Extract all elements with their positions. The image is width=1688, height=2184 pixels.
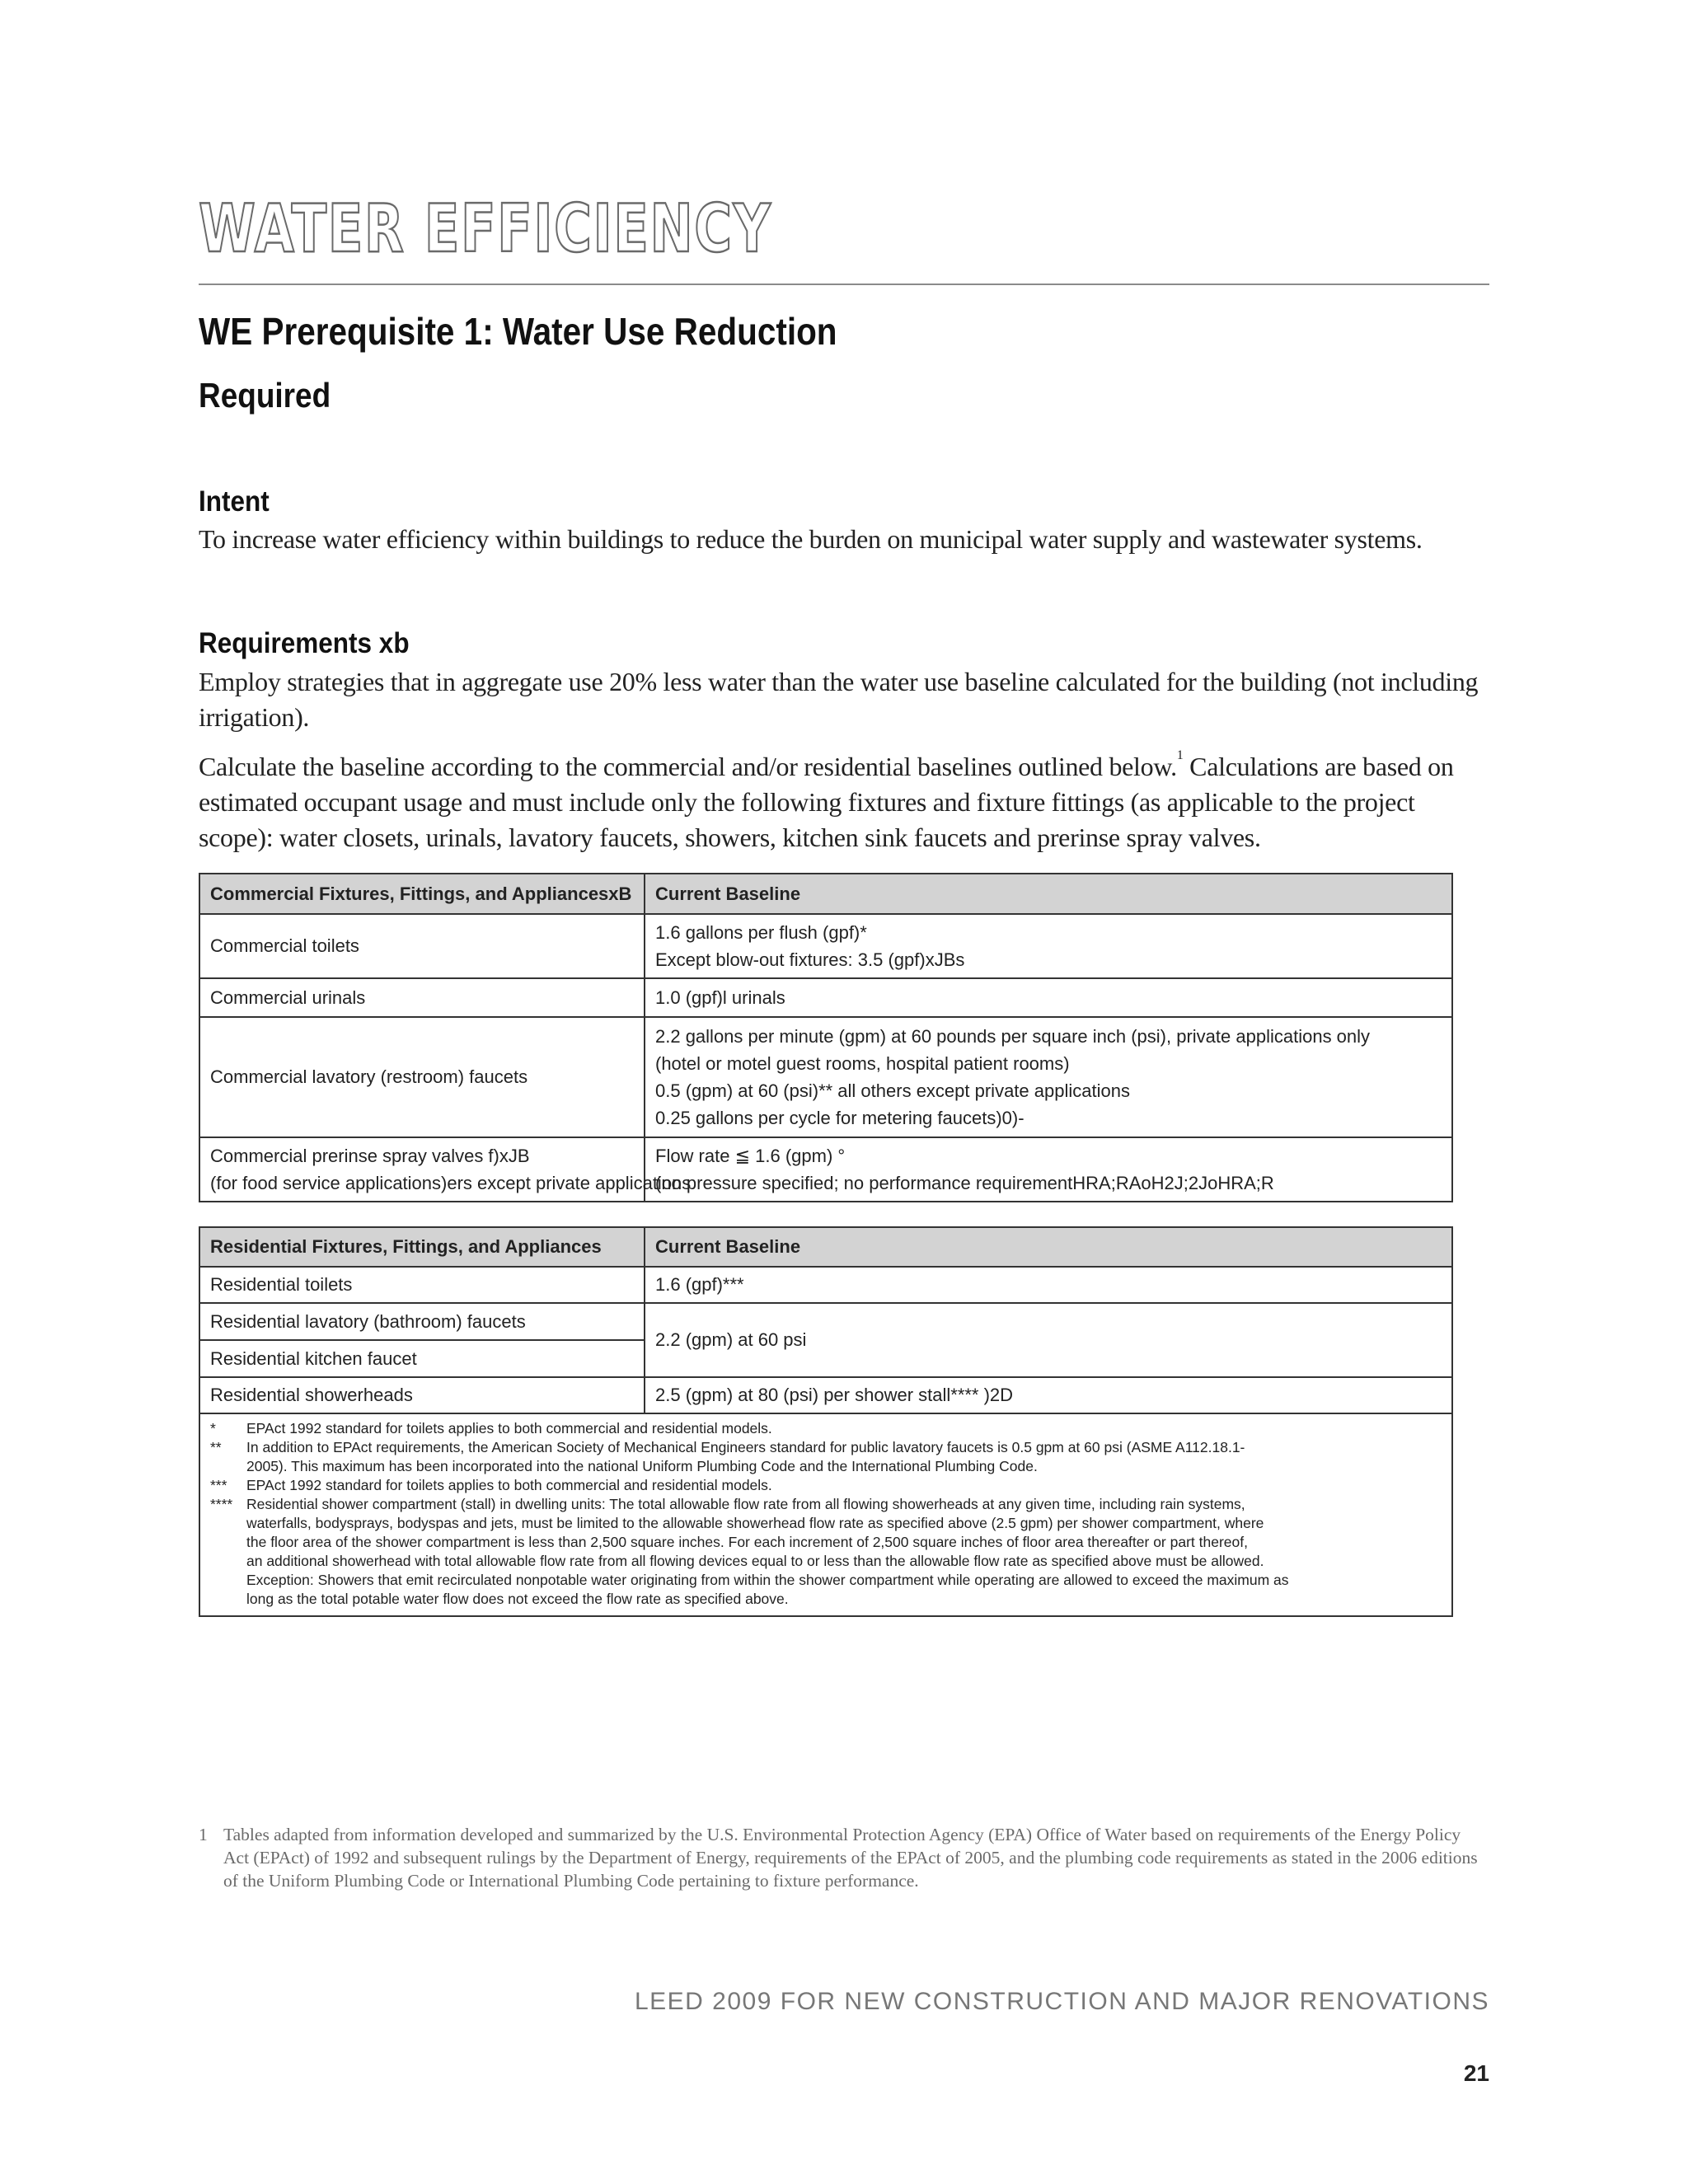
table-row <box>200 1376 1451 1413</box>
column-header-baseline: Current Baseline <box>655 883 801 904</box>
table-row <box>200 1302 1451 1376</box>
table-row <box>200 1137 1451 1201</box>
column-header-fixture: Residential Fixtures, Fittings, and Appliances <box>200 1228 645 1266</box>
fixture-cell: Commercial urinals <box>200 979 645 1016</box>
fixture-cell: Residential kitchen faucet <box>200 1339 644 1376</box>
publication-title: LEED 2009 FOR NEW CONSTRUCTION AND MAJOR RENOVATIONS <box>634 1988 1489 2015</box>
prerequisite-title: WE Prerequisite 1: Water Use Reduction <box>199 310 837 353</box>
baseline-cell: 2.2 gallons per minute (gpm) at 60 pounds per square inch (psi), private applications only (hotel or motel guest rooms, hospital patient rooms) 0.5 (gpm) at 60 (psi)** all others except private applications 0.25 gallons per cycle for metering faucets)0)- <box>655 1026 1371 1128</box>
requirements-paragraph-1: Employ strategies that in aggregate use 20% less water than the water use baseline calculated for the building (not including irrigation). <box>199 667 1479 732</box>
fixture-cell: Commercial toilets <box>200 915 645 977</box>
baseline-cell: 2.2 (gpm) at 60 psi <box>655 1329 807 1350</box>
requirement-status: Required <box>199 376 331 415</box>
baseline-cell: 1.6 gallons per flush (gpf)* Except blow-out fixtures: 3.5 (gpf)xJBs <box>655 922 965 970</box>
table-row <box>200 977 1451 1016</box>
commercial-baseline-table <box>199 873 1453 1202</box>
fixture-cell: Commercial prerinse spray valves f)xJB (for food service applications)ers except private applications <box>200 1138 645 1201</box>
requirements-paragraph-2: Calculate the baseline according to the commercial and/or residential baselines outlined below.$^1$ Calculations are based on estimated occupant usage and must include only the following fixtures and fixture fittings (as applicable to the project scope): water closets, urinals, lavatory faucets, showers, kitchen sink faucets and prerinse spray valves. <box>199 748 1454 852</box>
fixture-cell: Commercial lavatory (restroom) faucets <box>200 1018 645 1137</box>
fixture-cell: Residential toilets <box>200 1268 645 1302</box>
header-rule <box>199 284 1489 285</box>
page-footnote: 1 Tables adapted from information developed and summarized by the U.S. Environmental Protection Agency (EPA) Office of Water based on requirements of the Energy Policy Act (EPAct) of 1992 and subsequent rulings by the Department of Energy, requirements of the EPAct of 2005, and the plumbing code requirements as stated in the 2006 editions of the Uniform Plumbing Code or International Plumbing Code pertaining to fixture performance. <box>199 1825 1478 1891</box>
table-header-row <box>200 1228 1451 1266</box>
section-title: WATER EFFICIENCY <box>199 190 772 267</box>
note: **** Residential shower compartment (stall) in dwelling units: The total allowable flow rate from all flowing showerheads at any given time, including rain systems, waterfalls, bodysprays, bodyspas and jets, must be limited to the allowable showerhead flow rate as specified above (2.5 gpm) per shower compartment, where the floor area of the shower compartment is less than 2,500 square inches. For each increment of 2,500 square inches of floor area thereafter or part thereof, an additional showerhead with total allowable flow rate from all flowing devices equal to or less than the allowable flow rate as specified above must be allowed. Exception: Showers that emit recirculated nonpotable water originating from within the shower compartment while operating are allowed to exceed the maximum as long as the total potable water flow does not exceed the flow rate as specified above. <box>210 1496 1289 1607</box>
table-notes <box>200 1414 1299 1615</box>
footnote-reference: 1 <box>1176 748 1184 762</box>
table-header-row <box>200 874 1451 913</box>
column-header-baseline: Current Baseline <box>655 1236 801 1257</box>
table-row <box>200 913 1451 977</box>
table-row <box>200 1266 1451 1302</box>
fixture-cell: Residential lavatory (bathroom) faucets <box>210 1310 526 1332</box>
baseline-cell: 1.0 (gpf)l urinals <box>655 987 785 1008</box>
baseline-cell: 2.5 (gpm) at 80 (psi) per shower stall**** )2D <box>655 1385 1014 1405</box>
note: * EPAct 1992 standard for toilets applies to both commercial and residential models. <box>210 1420 772 1436</box>
table-notes-row <box>200 1413 1451 1615</box>
table-row <box>200 1016 1451 1137</box>
residential-baseline-table <box>199 1226 1453 1617</box>
page-number: 21 <box>1463 2060 1489 2086</box>
baseline-cell: 1.6 (gpf)*** <box>655 1274 744 1295</box>
fixture-cell-group <box>200 1304 645 1376</box>
baseline-cell: Flow rate ≦ 1.6 (gpm) ° (no pressure specified; no performance requirementHRA;RAoH2J;2JoHRA;R <box>655 1146 1274 1193</box>
intent-heading: Intent <box>199 485 270 518</box>
column-header-fixture: Commercial Fixtures, Fittings, and AppliancesxB <box>200 874 645 913</box>
requirements-heading: Requirements xb <box>199 627 410 659</box>
note: *** EPAct 1992 standard for toilets applies to both commercial and residential models. <box>210 1477 772 1493</box>
note: ** In addition to EPAct requirements, the American Society of Mechanical Engineers standard for public lavatory faucets is 0.5 gpm at 60 psi (ASME A112.18.1- 2005). This maximum has been incorporated into the national Uniform Plumbing Code and the International Plumbing Code. <box>210 1439 1245 1474</box>
fixture-cell: Residential showerheads <box>200 1378 645 1413</box>
intent-text: To increase water efficiency within buildings to reduce the burden on municipal water supply and wastewater systems. <box>199 524 1423 554</box>
